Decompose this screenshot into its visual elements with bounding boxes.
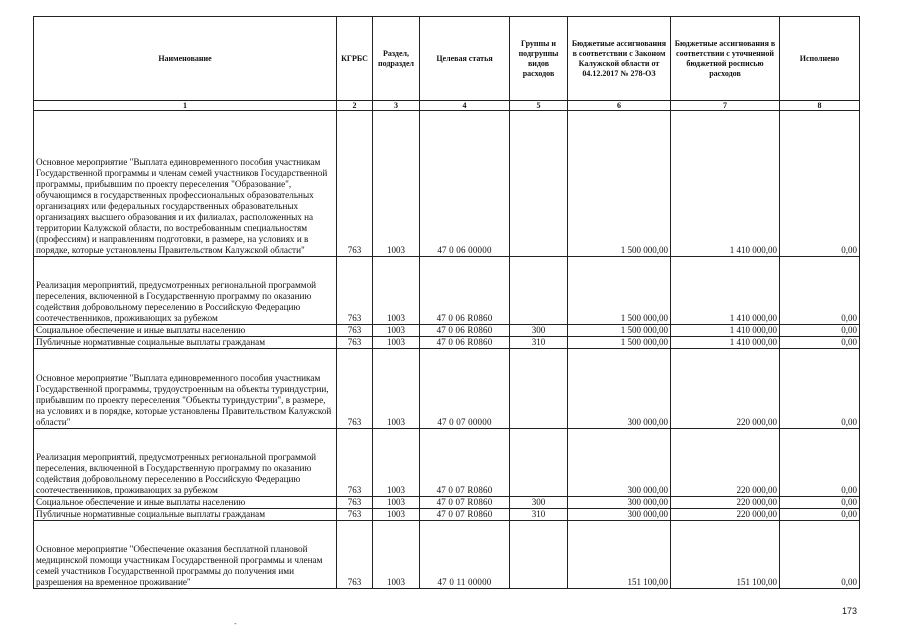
row-section: 1003 bbox=[373, 349, 420, 429]
row-section: 1003 bbox=[373, 497, 420, 509]
row-target: 47 0 07 00000 bbox=[420, 349, 510, 429]
row-name: Реализация мероприятий, предусмотренных региональной программой переселения, включенной в Государственную программу по оказанию содействия добровольному переселению в Российскую Федерацию соотечественников, проживающих за рубежом bbox=[34, 257, 337, 325]
row-target: 47 0 07 R0860 bbox=[420, 429, 510, 497]
row-section: 1003 bbox=[373, 111, 420, 257]
row-kgrbs: 763 bbox=[337, 429, 373, 497]
row-group bbox=[510, 111, 568, 257]
row-law: 300 000,00 bbox=[568, 509, 671, 521]
row-group: 300 bbox=[510, 325, 568, 337]
row-group: 300 bbox=[510, 497, 568, 509]
footer-mark: - bbox=[234, 619, 237, 628]
row-group: 310 bbox=[510, 337, 568, 349]
row-done: 0,00 bbox=[780, 325, 860, 337]
row-name: Реализация мероприятий, предусмотренных региональной программой переселения, включенной в Государственную программу по оказанию содействия добровольному переселению в Российскую Федерацию соотечественников, проживающих за рубежом bbox=[34, 429, 337, 497]
row-name: Социальное обеспечение и иные выплаты населению bbox=[34, 325, 337, 337]
table-row bbox=[34, 429, 860, 497]
col-number-7: 7 bbox=[671, 101, 780, 111]
row-done: 0,00 bbox=[780, 349, 860, 429]
row-section: 1003 bbox=[373, 257, 420, 325]
column-number-row bbox=[34, 101, 860, 111]
row-section: 1003 bbox=[373, 325, 420, 337]
row-kgrbs: 763 bbox=[337, 257, 373, 325]
row-done: 0,00 bbox=[780, 521, 860, 589]
row-done: 0,00 bbox=[780, 257, 860, 325]
row-name: Публичные нормативные социальные выплаты гражданам bbox=[34, 337, 337, 349]
table-row bbox=[34, 111, 860, 257]
row-law: 1 500 000,00 bbox=[568, 337, 671, 349]
row-law: 1 500 000,00 bbox=[568, 111, 671, 257]
row-group bbox=[510, 257, 568, 325]
row-target: 47 0 11 00000 bbox=[420, 521, 510, 589]
table-row bbox=[34, 349, 860, 429]
row-done: 0,00 bbox=[780, 337, 860, 349]
row-target: 47 0 06 00000 bbox=[420, 111, 510, 257]
row-target: 47 0 06 R0860 bbox=[420, 325, 510, 337]
header-groups: Группы и подгруппы видов расходов bbox=[510, 17, 568, 101]
row-refined: 220 000,00 bbox=[671, 497, 780, 509]
table-row bbox=[34, 521, 860, 589]
row-refined: 220 000,00 bbox=[671, 429, 780, 497]
row-refined: 151 100,00 bbox=[671, 521, 780, 589]
header-name: Наименование bbox=[34, 17, 337, 101]
col-number-5: 5 bbox=[510, 101, 568, 111]
row-refined: 1 410 000,00 bbox=[671, 337, 780, 349]
table-row bbox=[34, 497, 860, 509]
row-section: 1003 bbox=[373, 429, 420, 497]
row-kgrbs: 763 bbox=[337, 325, 373, 337]
budget-table bbox=[33, 16, 860, 589]
row-law: 151 100,00 bbox=[568, 521, 671, 589]
row-target: 47 0 07 R0860 bbox=[420, 497, 510, 509]
header-target: Целевая статья bbox=[420, 17, 510, 101]
row-law: 300 000,00 bbox=[568, 429, 671, 497]
header-row bbox=[34, 17, 860, 101]
row-section: 1003 bbox=[373, 337, 420, 349]
row-group bbox=[510, 521, 568, 589]
row-law: 300 000,00 bbox=[568, 349, 671, 429]
row-name: Социальное обеспечение и иные выплаты населению bbox=[34, 497, 337, 509]
col-number-3: 3 bbox=[373, 101, 420, 111]
table-row bbox=[34, 325, 860, 337]
row-refined: 1 410 000,00 bbox=[671, 111, 780, 257]
header-section: Раздел, подраздел bbox=[373, 17, 420, 101]
row-target: 47 0 06 R0860 bbox=[420, 257, 510, 325]
table-row bbox=[34, 337, 860, 349]
row-done: 0,00 bbox=[780, 111, 860, 257]
table-row bbox=[34, 509, 860, 521]
row-section: 1003 bbox=[373, 509, 420, 521]
row-law: 1 500 000,00 bbox=[568, 257, 671, 325]
row-name: Основное мероприятие "Выплата единовременного пособия участникам Государственной программы, трудоустроенным на объекты туриндустрии, прибывшим по проекту переселения "Объекты туриндустрии", в размере, на условиях и в порядке, которые установлены Правительством Калужской области" bbox=[34, 349, 337, 429]
col-number-6: 6 bbox=[568, 101, 671, 111]
col-number-2: 2 bbox=[337, 101, 373, 111]
row-done: 0,00 bbox=[780, 497, 860, 509]
row-law: 300 000,00 bbox=[568, 497, 671, 509]
page-number: 173 bbox=[841, 606, 857, 616]
header-kgrbs: КГРБС bbox=[337, 17, 373, 101]
row-refined: 220 000,00 bbox=[671, 349, 780, 429]
row-target: 47 0 06 R0860 bbox=[420, 337, 510, 349]
row-done: 0,00 bbox=[780, 429, 860, 497]
row-name: Публичные нормативные социальные выплаты гражданам bbox=[34, 509, 337, 521]
table-row bbox=[34, 257, 860, 325]
row-section: 1003 bbox=[373, 521, 420, 589]
row-kgrbs: 763 bbox=[337, 497, 373, 509]
row-refined: 1 410 000,00 bbox=[671, 257, 780, 325]
header-done: Исполнено bbox=[780, 17, 860, 101]
row-refined: 1 410 000,00 bbox=[671, 325, 780, 337]
row-kgrbs: 763 bbox=[337, 337, 373, 349]
row-group: 310 bbox=[510, 509, 568, 521]
row-refined: 220 000,00 bbox=[671, 509, 780, 521]
row-kgrbs: 763 bbox=[337, 111, 373, 257]
row-done: 0,00 bbox=[780, 509, 860, 521]
row-target: 47 0 07 R0860 bbox=[420, 509, 510, 521]
col-number-4: 4 bbox=[420, 101, 510, 111]
row-group bbox=[510, 429, 568, 497]
col-number-8: 8 bbox=[780, 101, 860, 111]
row-kgrbs: 763 bbox=[337, 349, 373, 429]
header-refined: Бюджетные асcигнования в соответствии с уточненной бюджетной росписью расходов bbox=[671, 17, 780, 101]
row-kgrbs: 763 bbox=[337, 521, 373, 589]
col-number-1: 1 bbox=[34, 101, 337, 111]
row-group bbox=[510, 349, 568, 429]
row-law: 1 500 000,00 bbox=[568, 325, 671, 337]
header-law: Бюджетные асcигнования в соответствии с Законом Калужской области от 04.12.2017 № 278-ОЗ bbox=[568, 17, 671, 101]
row-name: Основное мероприятие "Обеспечение оказания бесплатной плановой медицинской помощи участникам Государственной программы и членам семей участников Государственной программы до получения ими разрешения на временное проживание" bbox=[34, 521, 337, 589]
row-kgrbs: 763 bbox=[337, 509, 373, 521]
row-name: Основное мероприятие "Выплата единовременного пособия участникам Государственной программы и членам семей участников Государственной программы, прибывшим по проекту переселения "Образование", обучающимся в государственных профессиональных образовательных организациях или федеральных государственных образовательных организациях высшего образования и их филиалах, расположенных на территории Калужской области, по востребованным специальностям (профессиям) и направлениям подготовки, в размере, на условиях и в порядке, которые установлены Правительством Калужской области" bbox=[34, 111, 337, 257]
